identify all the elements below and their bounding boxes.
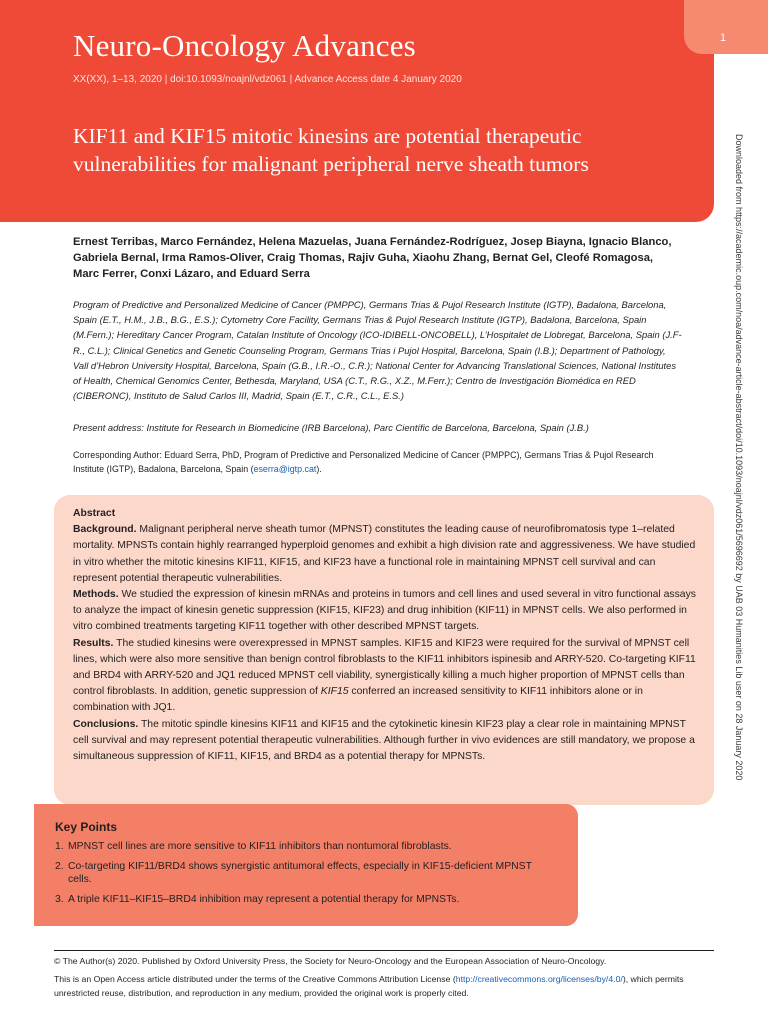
key-points-list: [55, 840, 555, 913]
abstract-background: [73, 522, 701, 587]
key-points-heading: Key Points: [55, 820, 118, 834]
license-link[interactable]: http://creativecommons.org/licenses/by/4.0/: [455, 973, 623, 984]
key-point-text: Co-targeting KIF11/BRD4 shows synergistic antitumoral effects, especially in KIF15-deficient MPNST cells.: [68, 861, 532, 885]
journal-header: [0, 0, 714, 222]
key-point-number: 2.: [55, 861, 64, 872]
journal-title: Neuro-Oncology Advances: [73, 28, 416, 63]
present-address: Present address: Institute for Research in Biomedicine (IRB Barcelona), Parc Científic de Barcelona, Barcelona, Spain (J.B.): [73, 422, 589, 433]
background-text: Malignant peripheral nerve sheath tumor (MPNST) constitutes the leading cause of neurofibromatosis type 1–related mortality. MPNSTs contain highly rearranged hyperploid genomes and exhibit a high division rate and aggressiveness. We have studied in vitro whether the mitotic kinesins KIF11, KIF15, and KIF23 have a functional role in maintaining MPNST cell survival and can represent potential therapeutic vulnerabilities.: [73, 524, 696, 584]
license-text-1: This is an Open Access article distributed under the terms of the Creative Commons Attribution License (: [54, 973, 456, 984]
results-text-1: The studied kinesins were overexpressed in MPNST samples. KIF15 and KIF23 were required for the survival of MPNST cell lines, which were also more sensitive than benign control fibroblasts to the KIF11 inhibitors ispinesib and ARRY-520. Co-targeting KIF11 and BRD4 with ARRY-520 and JQ1 reduced MPNST cell viability, synergistically killing a much higher proportion of MPNST cells than control fibroblasts. In addition, genetic suppression of: [73, 637, 696, 698]
author-list: Ernest Terribas, Marco Fernández, Helena Mazuelas, Juana Fernández-Rodríguez, Josep Biayna, Ignacio Blanco, Gabriela Bernal, Irma Ramos-Oliver, Craig Thomas, Rajiv Guha, Xiaohu Zhang, Bernat Gel, Cleofé Romagosa, Marc Ferrer, Conxi Lázaro, and Eduard Serra: [73, 236, 672, 280]
page-number: 1: [720, 32, 727, 44]
abstract-box: [54, 495, 714, 805]
abstract-methods: [73, 587, 701, 636]
key-points-box: [34, 804, 578, 926]
article-title: KIF11 and KIF15 mitotic kinesins are potential therapeutic vulnerabilities for malignant peripheral nerve sheath tumors: [73, 124, 589, 176]
abstract-heading: Abstract: [73, 508, 116, 519]
license-text-2: ), which permits unrestricted reuse, distribution, and reproduction in any medium, provided the original work is properly cited.: [54, 973, 684, 998]
key-point-text: MPNST cell lines are more sensitive to KIF11 inhibitors than nontumoral fibroblasts.: [68, 841, 452, 852]
results-italic: KIF15: [320, 686, 349, 698]
abstract-results: [73, 636, 701, 717]
correspondence-email-link[interactable]: eserra@igtp.cat: [253, 463, 317, 474]
correspondence-end: ).: [316, 463, 322, 474]
key-point-number: 1.: [55, 841, 64, 852]
results-label: Results.: [73, 637, 114, 649]
corresponding-author: [73, 449, 683, 476]
results-text-2: conferred an increased sensitivity to KIF11 inhibitors alone or in combination with JQ1.: [73, 686, 643, 714]
copyright-footer: [54, 955, 724, 1004]
key-point-item: [55, 860, 555, 886]
footer-divider: [54, 950, 714, 951]
conclusions-text: The mitotic spindle kinesins KIF11 and KIF15 and the cytokinetic kinesin KIF23 play a clear role in maintaining MPNST cell survival and may represent potential therapeutic vulnerabilities. Although further in vivo evidences are still mandatory, we propose a simultaneous suppression of KIF11, KIF15, and BRD4 as a potential therapy for MPNSTs.: [73, 718, 695, 763]
key-point-number: 3.: [55, 894, 64, 905]
abstract-conclusions: [73, 717, 701, 766]
conclusions-label: Conclusions.: [73, 718, 139, 730]
methods-label: Methods.: [73, 589, 119, 601]
methods-text: We studied the expression of kinesin mRNAs and proteins in tumors and cell lines and used several in vitro functional assays to analyze the impact of kinesin genetic suppression (KIF15, KIF23) and drug inhibition (KIF11) in MPNST cells. We also performed in vitro combined treatments targeting KIF11 together with other described MPNST targets.: [73, 589, 696, 633]
key-point-text: A triple KIF11–KIF15–BRD4 inhibition may represent a potential therapy for MPNSTs.: [68, 894, 460, 905]
abstract-content: [73, 506, 701, 765]
download-note: Downloaded from https://academic.oup.com/noa/advance-article-abstract/doi/10.1093/noajnl/vdz061/5696692 by UAB 03 Humanities Lib user on 28 January 2020: [734, 134, 744, 781]
affiliations: Program of Predictive and Personalized Medicine of Cancer (PMPPC), Germans Trias & Pujol Research Institute (IGTP), Badalona, Barcelona, Spain (E.T., H.M., J.B., B.G., E.S.); Cytometry Core Facility, Germans Trias & Pujol Research Institute (IGTP), Badalona, Barcelona, Spain (M.Fern.); Hereditary Cancer Program, Catalan Institute of Oncology (ICO-IDIBELL-ONCOBELL), L’Hospitalet de Llobregat, Barcelona, Spain (J.F-R., C.L.); Clinical Genetics and Genetic Counseling Program, Germans Trias i Pujol Hospital, Barcelona, Spain (I.B.); Department of Pathology, Vall d’Hebron University Hospital, Barcelona, Spain (G.B., I.R.-O., C.R.); National Center for Advancing Translational Sciences, National Institutes of Health, Chemical Genomics Center, Bethesda, Maryland, USA (C.T., R.G., X.Z., M.Ferr.); Centro de Investigación Biomédica en RED (CIBERONC), Instituto de Salud Carlos III, Madrid, Spain (E.T., C.R., C.L., E.S.): [73, 299, 682, 402]
key-point-item: [55, 840, 555, 853]
correspondence-text: Corresponding Author: Eduard Serra, PhD, Program of Predictive and Personalized Medicine of Cancer (PMPPC), Germans Trias & Pujol Research Institute (IGTP), Badalona, Barcelona, Spain (: [73, 450, 654, 474]
citation-line: XX(XX), 1–13, 2020 | doi:10.1093/noajnl/vdz061 | Advance Access date 4 January 2020: [73, 74, 462, 85]
copyright-line: © The Author(s) 2020. Published by Oxford University Press, the Society for Neuro-Oncology and the European Association of Neuro-Oncology.: [54, 956, 607, 966]
license-statement: [54, 973, 724, 1001]
key-point-item: [55, 893, 555, 906]
background-label: Background.: [73, 524, 137, 536]
page-number-tab: [684, 0, 768, 54]
